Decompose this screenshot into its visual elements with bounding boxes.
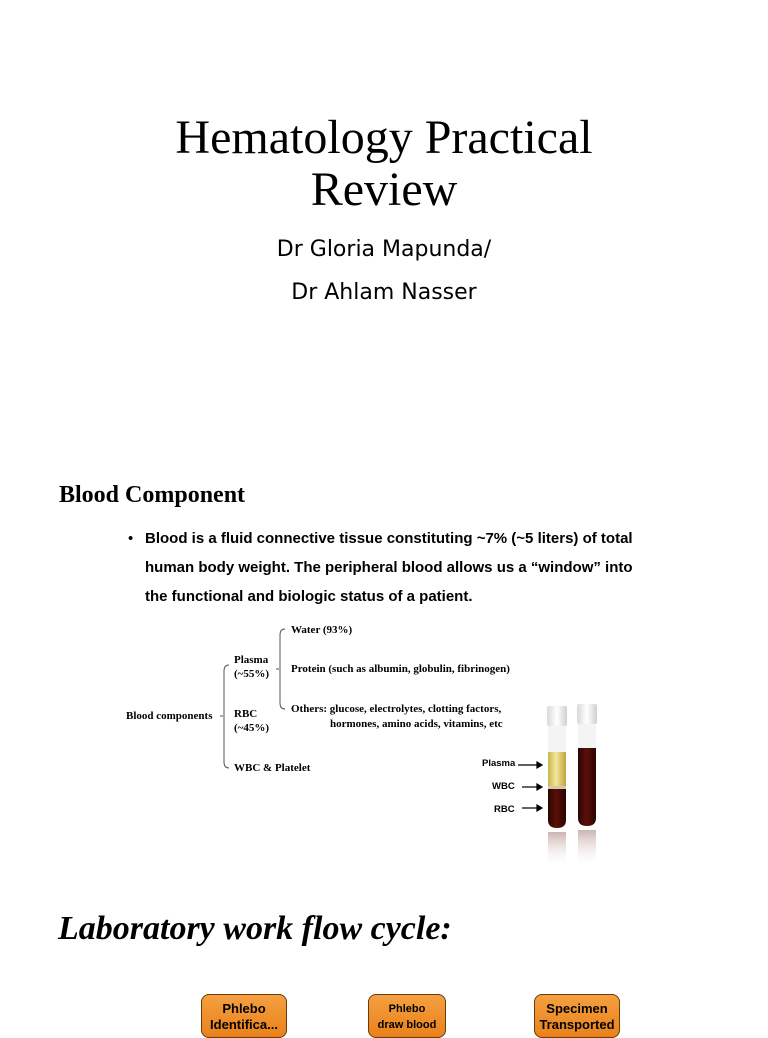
flow-box-phlebo-identification — [201, 994, 287, 1038]
diagram-plasma-pct: (~55%) — [234, 668, 270, 680]
bullet-text: Blood is a fluid connective tissue constituting ~7% (~5 liters) of total human body weight. The peripheral blood allows us a “window” into the functional and biologic status of a patient. — [145, 530, 633, 605]
diagram-water-label: Water (93%) — [291, 624, 353, 636]
flow-box-phlebo-draw — [368, 994, 446, 1038]
tube-whole-blood — [577, 704, 597, 868]
section-heading-blood-component: Blood Component — [59, 482, 246, 508]
diagram-wbc-label: WBC & Platelet — [234, 762, 311, 774]
subtitle-line-1: Dr Gloria Mapunda/ — [276, 237, 492, 262]
tube-label-rbc: RBC — [494, 804, 515, 815]
title-line-2: Review — [310, 163, 458, 216]
flow-box-2-line1: Phlebo — [388, 1003, 426, 1015]
diagram-rbc-pct: (~45%) — [234, 722, 270, 734]
flow-box-1-line1: Phlebo — [222, 1001, 266, 1016]
flow-box-3-line1: Specimen — [546, 1001, 608, 1016]
diagram-protein-label: Protein (such as albumin, globulin, fibrinogen) — [291, 663, 510, 675]
blood-tubes-image — [535, 698, 615, 870]
flow-box-3-line2: Transported — [539, 1017, 615, 1032]
diagram-plasma-label: Plasma — [234, 654, 269, 666]
bullet-marker: • — [128, 530, 134, 547]
tube-separated — [547, 706, 567, 868]
diagram-rbc-label: RBC — [234, 708, 258, 720]
diagram-root-label: Blood components — [126, 710, 213, 722]
tube-label-plasma: Plasma — [482, 758, 516, 769]
tube-label-wbc: WBC — [492, 781, 515, 792]
subtitle-line-2: Dr Ahlam Nasser — [291, 280, 477, 305]
diagram-others-line1: Others: glucose, electrolytes, clotting factors, — [291, 703, 502, 715]
diagram-others-line2: hormones, amino acids, vitamins, etc — [330, 718, 503, 730]
title-line-1: Hematology Practical — [175, 111, 593, 164]
section-heading-workflow: Laboratory work flow cycle: — [58, 910, 452, 947]
flow-box-1-line2: Identifica... — [210, 1017, 278, 1032]
flow-box-specimen-transported — [534, 994, 620, 1038]
flow-box-2-line2: draw blood — [377, 1019, 437, 1031]
